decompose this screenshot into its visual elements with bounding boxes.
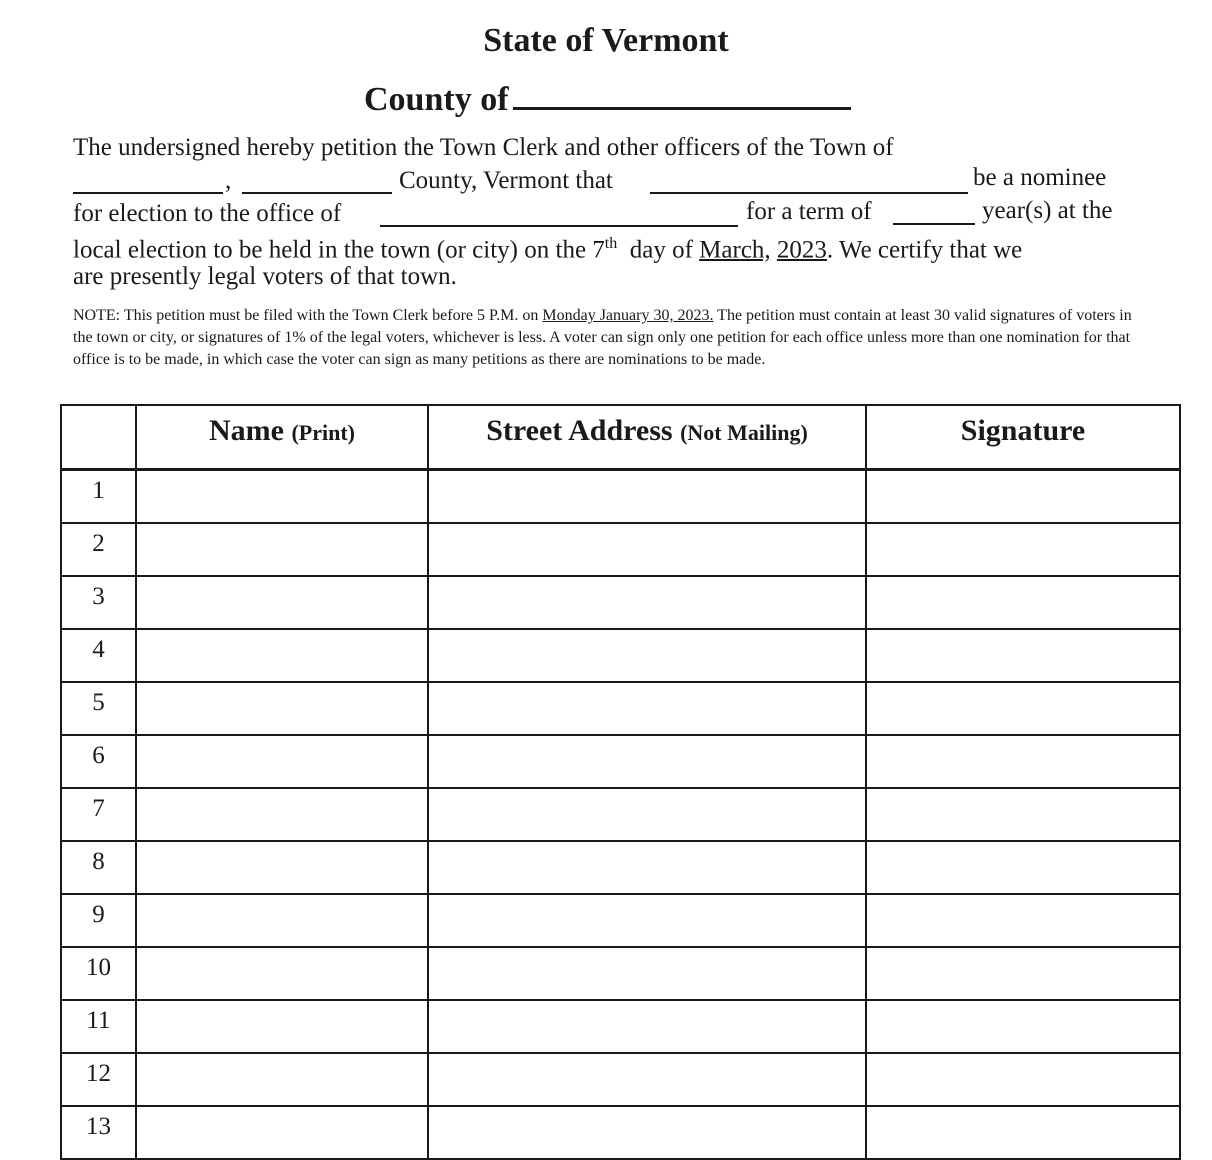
table-row [61,1053,1180,1106]
county-line [364,77,851,121]
signature-table [60,404,1181,1160]
signature-column-header: Signature [866,405,1180,470]
row-number: 2 [61,523,136,576]
office-label: for election to the office of [73,200,342,227]
signature-cell[interactable] [866,576,1180,629]
row-number: 3 [61,576,136,629]
election-month: March, [699,236,771,264]
filing-deadline: Monday January 30, 2023. [542,307,714,324]
table-row [61,1000,1180,1053]
address-cell[interactable] [428,576,866,629]
signature-cell[interactable] [866,735,1180,788]
signature-cell[interactable] [866,682,1180,735]
name-cell[interactable] [136,947,428,1000]
address-cell[interactable] [428,841,866,894]
row-number: 9 [61,894,136,947]
note-body: The petition must contain at least 30 valid signatures of voters in the town or city, or signatures of 1% of the legal voters, whichever is less. A voter can sign only one petition for each office unless more than one nomination for that office is to be made, in which case the voter can sign as many petitions as there are nominations to be made. [73,307,1132,368]
nominee-name-blank[interactable] [650,192,968,194]
town-blank[interactable] [73,192,223,194]
row-number: 12 [61,1053,136,1106]
table-row [61,470,1180,524]
term-label: for a term of [746,198,872,225]
address-cell[interactable] [428,735,866,788]
office-blank[interactable] [380,225,738,227]
row-number: 8 [61,841,136,894]
county-blank[interactable] [513,77,851,110]
election-date-text: local election to be held in the town (or city) on the 7 [73,236,605,264]
row-number-header [61,405,136,470]
comma: , [225,167,232,194]
address-cell[interactable] [428,1000,866,1053]
address-column-header [428,405,866,470]
name-cell[interactable] [136,894,428,947]
table-row [61,894,1180,947]
county-name-blank[interactable] [242,192,392,194]
note-intro: NOTE: This petition must be filed with the Town Clerk before 5 P.M. on [73,307,543,324]
document-title: State of Vermont [483,22,729,59]
county-vermont-that: County, Vermont that [399,167,613,194]
address-cell[interactable] [428,894,866,947]
filing-note [73,305,1153,371]
name-cell[interactable] [136,470,428,524]
name-cell[interactable] [136,523,428,576]
signature-cell[interactable] [866,788,1180,841]
address-cell[interactable] [428,629,866,682]
address-cell[interactable] [428,682,866,735]
petition-line-1: The undersigned hereby petition the Town Clerk and other officers of the Town of [73,134,894,161]
county-label: County of [364,81,509,118]
term-blank[interactable] [893,223,975,225]
address-cell[interactable] [428,947,866,1000]
signature-cell[interactable] [866,841,1180,894]
row-number: 1 [61,470,136,524]
row-number: 4 [61,629,136,682]
table-row [61,1106,1180,1159]
name-header-label: Name [208,414,284,447]
signature-cell[interactable] [866,470,1180,524]
name-cell[interactable] [136,841,428,894]
table-header-row [61,405,1180,470]
years-label: year(s) at the [982,197,1113,224]
address-cell[interactable] [428,470,866,524]
name-cell[interactable] [136,1000,428,1053]
signature-cell[interactable] [866,523,1180,576]
row-number: 13 [61,1106,136,1159]
table-row [61,947,1180,1000]
signature-cell[interactable] [866,947,1180,1000]
address-header-note: (Not Mailing) [680,420,808,445]
name-cell[interactable] [136,576,428,629]
row-number: 6 [61,735,136,788]
table-row [61,788,1180,841]
signature-cell[interactable] [866,1000,1180,1053]
day-of: day of [629,236,693,264]
table-row [61,629,1180,682]
petition-line-4 [73,229,1022,265]
table-row [61,841,1180,894]
petition-line-5: are presently legal voters of that town. [73,263,457,290]
table-row [61,576,1180,629]
name-column-header [136,405,428,470]
name-cell[interactable] [136,1053,428,1106]
name-header-note: (Print) [291,420,355,445]
row-number: 10 [61,947,136,1000]
signature-cell[interactable] [866,1106,1180,1159]
address-header-label: Street Address [486,414,673,447]
certify-text: . We certify that we [826,236,1023,264]
address-cell[interactable] [428,1053,866,1106]
be-a-nominee: be a nominee [973,164,1107,191]
signature-cell[interactable] [866,1053,1180,1106]
address-cell[interactable] [428,523,866,576]
table-row [61,735,1180,788]
election-year: 2023 [776,236,827,264]
row-number: 5 [61,682,136,735]
ordinal-suffix: th [604,235,618,252]
name-cell[interactable] [136,682,428,735]
table-row [61,523,1180,576]
name-cell[interactable] [136,735,428,788]
name-cell[interactable] [136,629,428,682]
table-row [61,682,1180,735]
address-cell[interactable] [428,1106,866,1159]
name-cell[interactable] [136,1106,428,1159]
address-cell[interactable] [428,788,866,841]
signature-cell[interactable] [866,894,1180,947]
name-cell[interactable] [136,788,428,841]
row-number: 11 [61,1000,136,1053]
row-number: 7 [61,788,136,841]
signature-cell[interactable] [866,629,1180,682]
